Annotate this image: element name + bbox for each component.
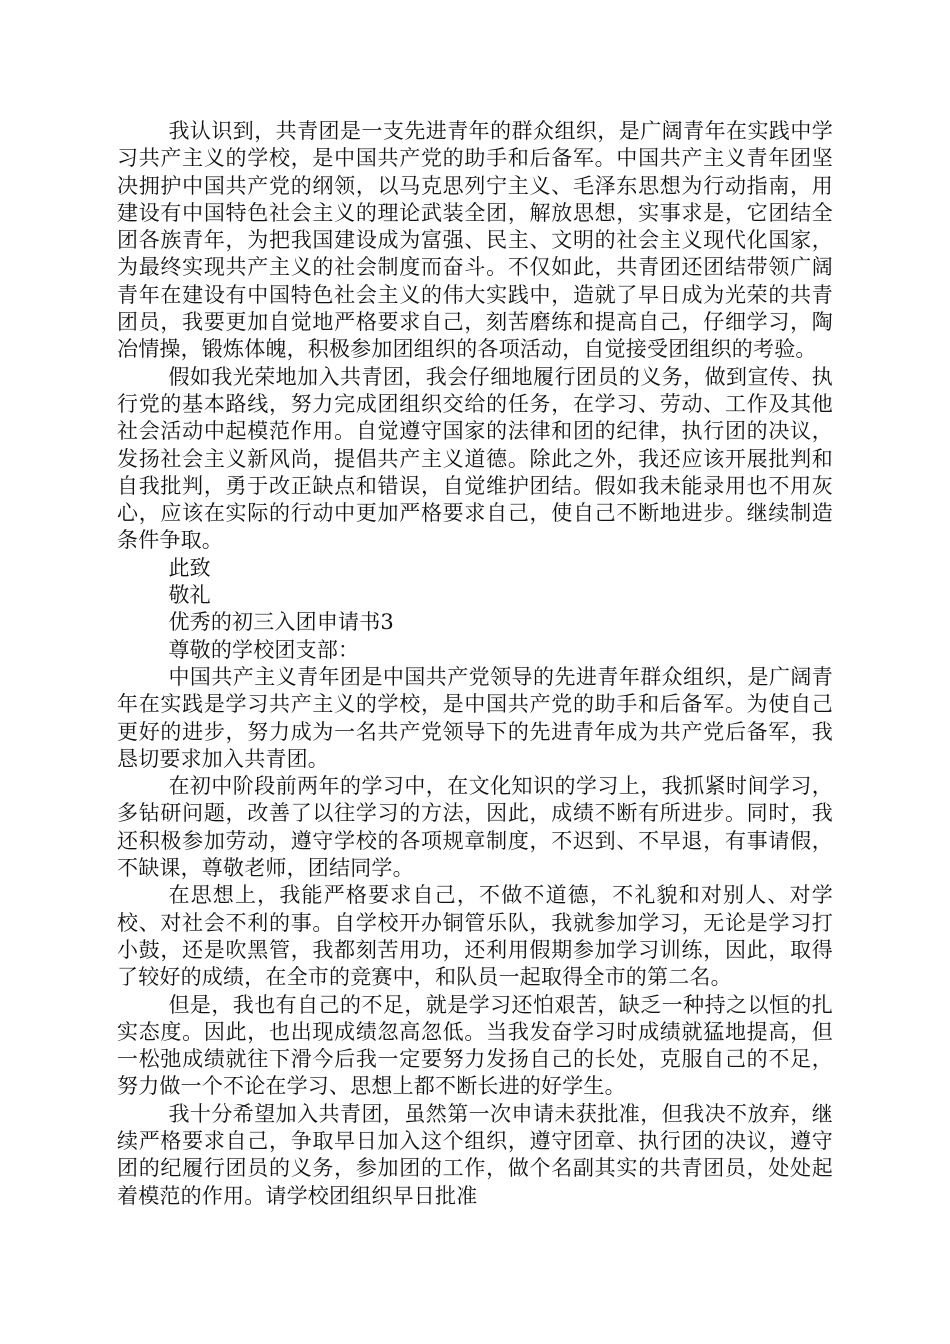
closing-regards: 敬礼 <box>168 583 211 608</box>
paragraph-shortcomings: 但是，我也有自己的不足，就是学习还怕艰苦，缺乏一种持之以恒的扎实态度。因此，也出现成绩忽高忽低。当我发奋学习时成绩就猛地提高，但一松弛成绩就往下滑今后我一定要努力发扬自己的长处，克服自己的不足，努力做一个不论在学习、思想上都不断长进的好学生。 <box>117 992 833 1099</box>
paragraph-study: 在初中阶段前两年的学习中，在文化知识的学习上，我抓紧时间学习，多钻研问题，改善了以往学习的方法，因此，成绩不断有所进步。同时，我还积极参加劳动，遵守学校的各项规章制度，不迟到、不早退，有事请假，不缺课，尊敬老师，团结同学。 <box>117 774 833 881</box>
section-title: 优秀的初三入团申请书3 <box>168 610 394 635</box>
paragraph-duties: 假如我光荣地加入共青团，我会仔细地履行团员的义务，做到宣传、执行党的基本路线，努力完成团组织交给的任务，在学习、劳动、工作及其他社会活动中起模范作用。自觉遵守国家的法律和团的纪律，执行团的决议，发扬社会主义新风尚，提倡共产主义道德。除此之外，我还应该开展批判和自我批判，勇于改正缺点和错误，自觉维护团结。假如我未能录用也不用灰心，应该在实际的行动中更加严格要求自己，使自己不断地进步。继续制造条件争取。 <box>117 364 833 553</box>
closing-salutation: 此致 <box>168 555 211 580</box>
letter-greeting: 尊敬的学校团支部： <box>168 637 360 662</box>
paragraph-thought: 在思想上，我能严格要求自己，不做不道德，不礼貌和对别人、对学校、对社会不利的事。自学校开办铜管乐队，我就参加学习，无论是学习打小鼓，还是吹黑管，我都刻苦用功，还利用假期参加学习训练，因此，取得了较好的成绩，在全市的竞赛中，和队员一起取得全市的第二名。 <box>117 883 833 990</box>
paragraph-intro: 中国共产主义青年团是中国共产党领导的先进青年群众组织，是广阔青年在实践是学习共产主义的学校，是中国共产党的助手和后备军。为使自己更好的进步，努力成为一名共产党领导下的先进青年成为共产党后备军，我恳切要求加入共青团。 <box>117 664 833 771</box>
paragraph-hope: 我十分希望加入共青团，虽然第一次申请未获批准，但我决不放弃，继续严格要求自己，争取早日加入这个组织，遵守团章、执行团的决议，遵守团的纪履行团员的义务，参加团的工作，做个名副其实的共青团员，处处起着模范的作用。请学校团组织早日批准 <box>117 1101 833 1208</box>
paragraph-understanding: 我认识到，共青团是一支先进青年的群众组织，是广阔青年在实践中学习共产主义的学校，是中国共产党的助手和后备军。中国共产主义青年团坚决拥护中国共产党的纲领，以马克思列宁主义、毛泽东思想为行动指南，用建设有中国特色社会主义的理论武装全团，解放思想，实事求是，它团结全团各族青年，为把我国建设成为富强、民主、文明的社会主义现代化国家，为最终实现共产主义的社会制度而奋斗。不仅如此，共青团还团结带领广阔青年在建设有中国特色社会主义的伟大实践中，造就了早日成为光荣的共青团员，我要更加自觉地严格要求自己，刻苦磨练和提高自己，仔细学习，陶冶情操，锻炼体魄，积极参加团组织的各项活动，自觉接受团组织的考验。 <box>117 119 833 362</box>
document-body <box>117 118 833 1210</box>
